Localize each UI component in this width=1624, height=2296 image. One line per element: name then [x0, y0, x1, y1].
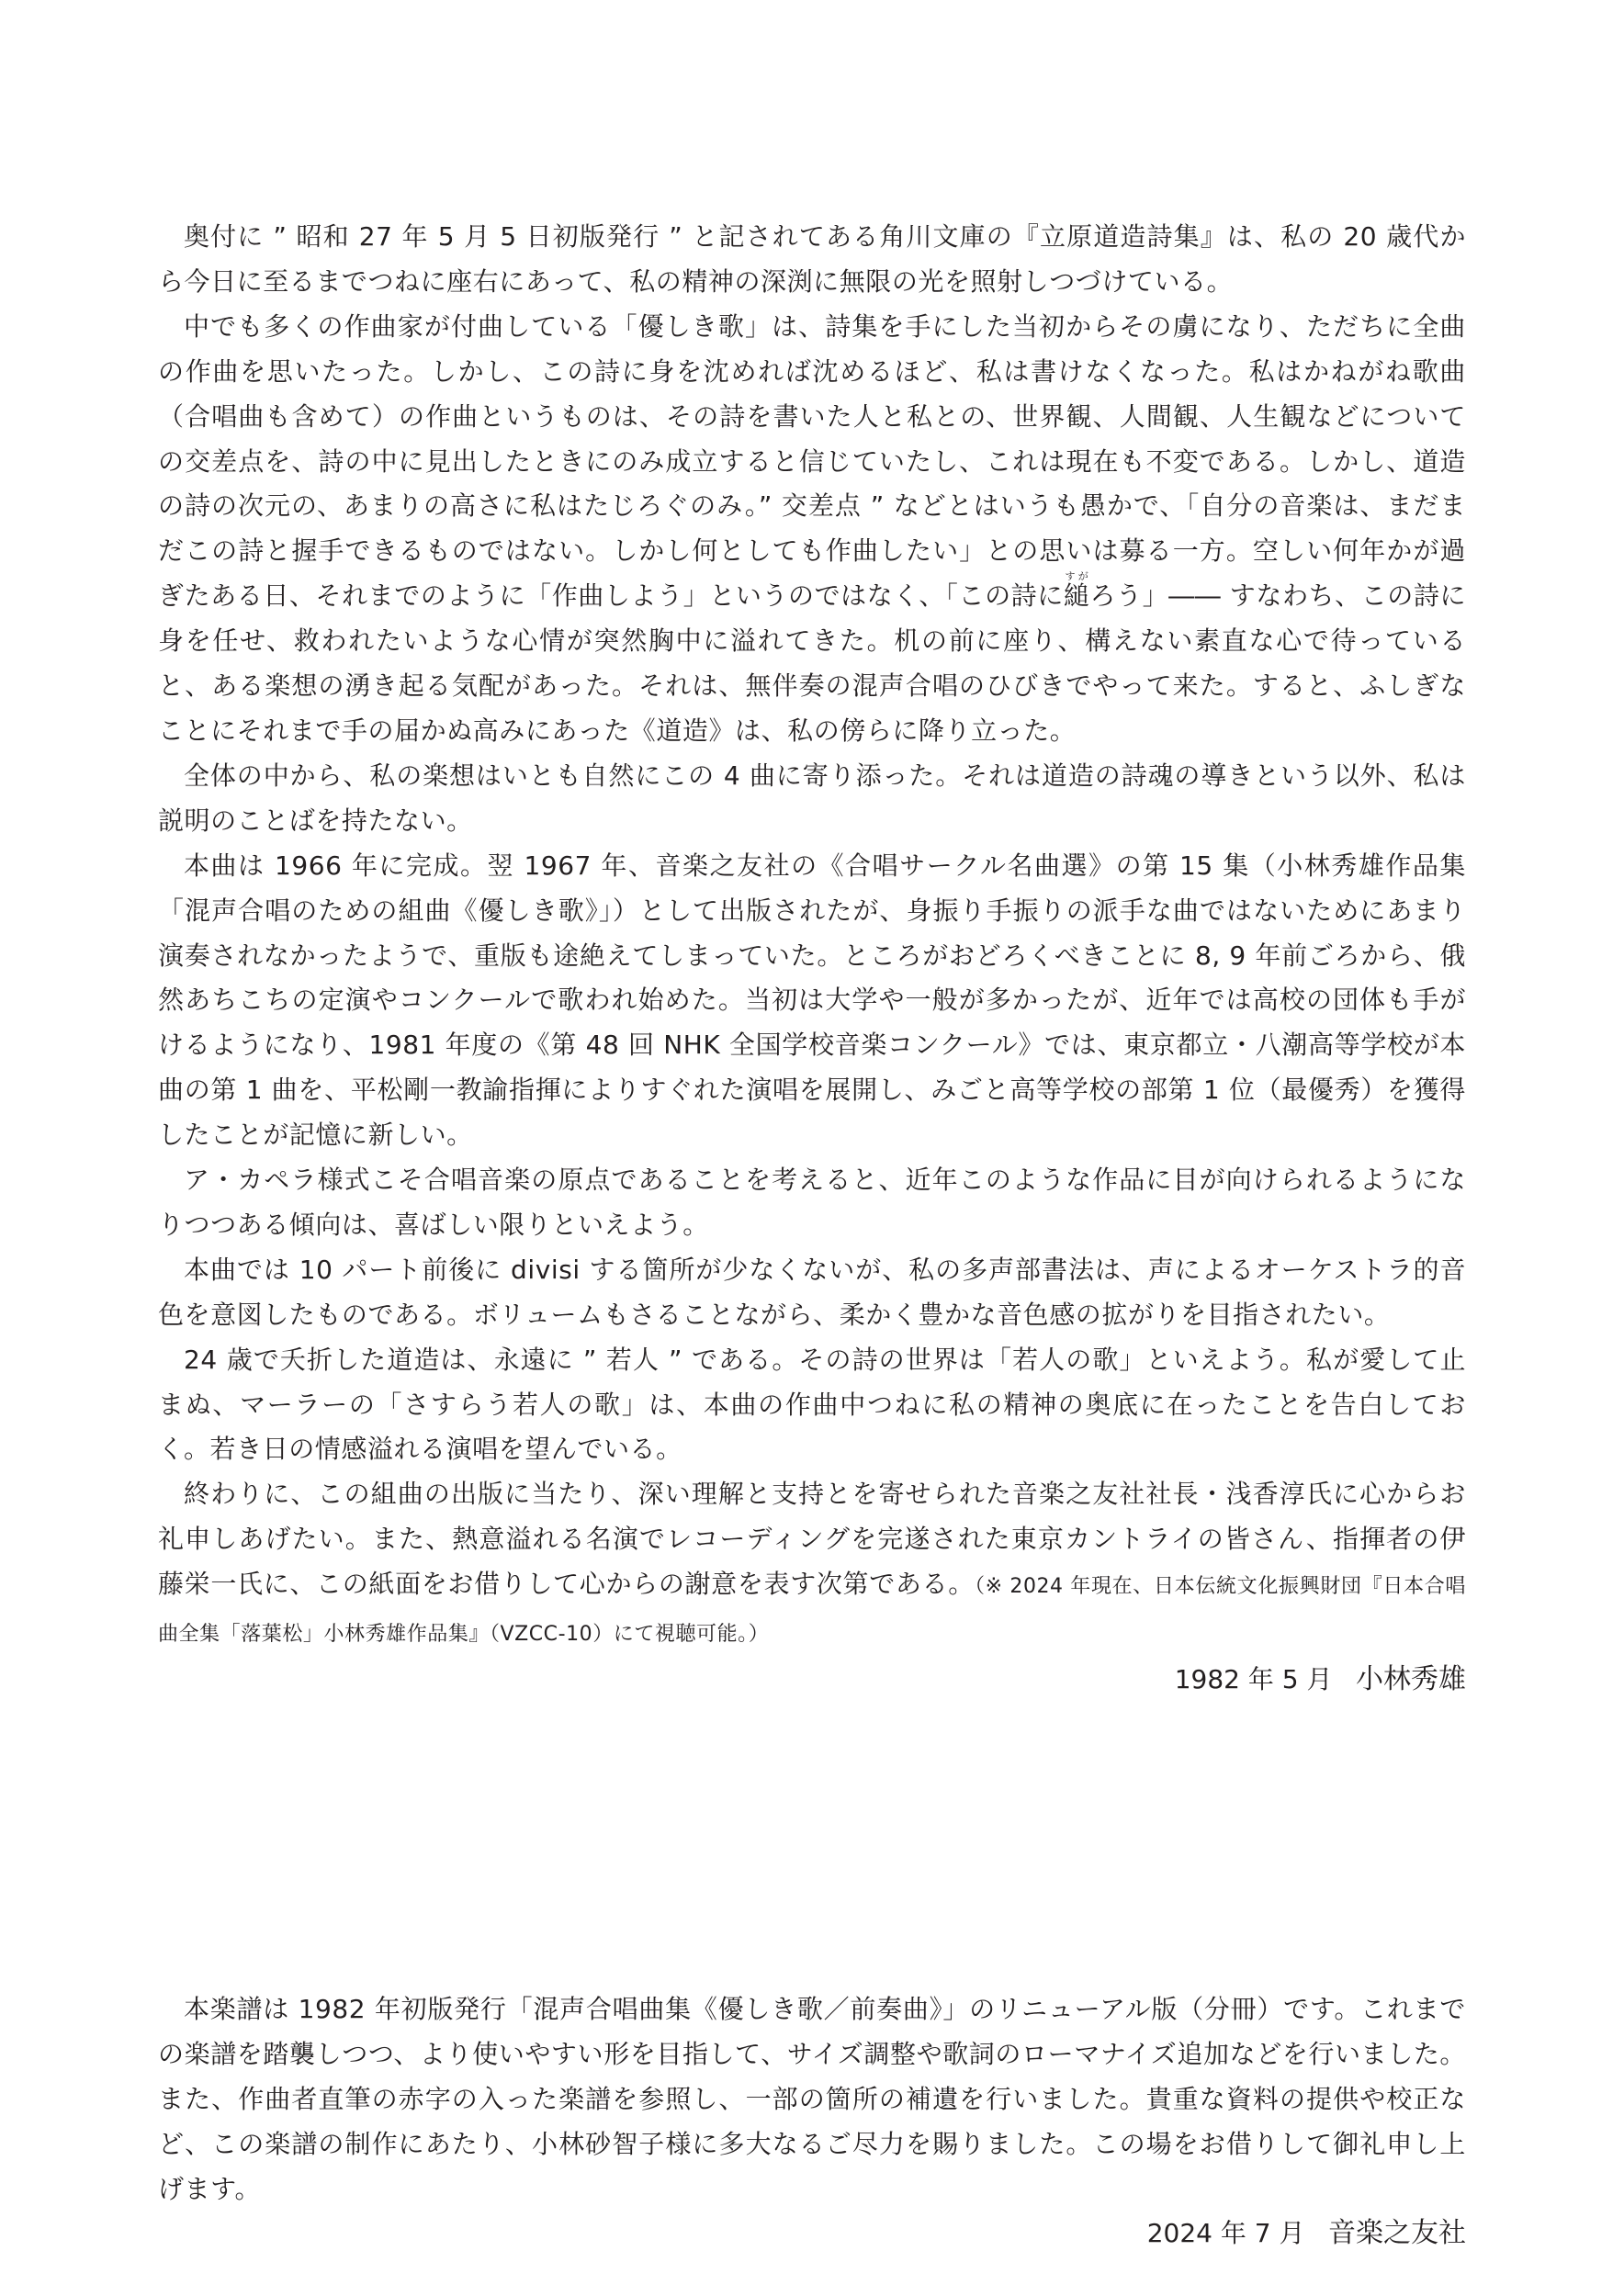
- essay-paragraph-1: 奥付に ” 昭和 27 年 5 月 5 日初版発行 ” と記されてある角川文庫の『立原道造詩集』は、私の 20 歳代から今日に至るまでつねに座右にあって、私の精神の深渕に無限の光を照射しつづけている。: [158, 221, 1466, 297]
- essay-paragraph-3: 全体の中から、私の楽想はいとも自然にこの 4 曲に寄り添った。それは道造の詩魂の導きという以外、私は説明のことばを持たない。: [158, 760, 1466, 836]
- recording-availability-note: （※ 2024 年現在、日本伝統文化振興財団『日本合唱曲全集「落葉松」小林秀雄作品集』（VZCC-10）にて視聴可能。）: [158, 1575, 1466, 1647]
- essay-paragraph-8-main: 終わりに、この組曲の出版に当たり、深い理解と支持とを寄せられた音楽之友社社長・浅香淳氏に心からお礼申しあげたい。また、熱意溢れる名演でレコーディングを完遂された東京カントライの皆さん、指揮者の伊藤栄一氏に、この紙面をお借りして心からの謝意を表す次第である。: [158, 1479, 1466, 1600]
- ruby-reading: すが: [1063, 570, 1090, 583]
- publisher-signature: [158, 2212, 1466, 2256]
- publisher-note: [158, 1986, 1466, 2256]
- publisher-signature-date: 2024 年 7 月: [1146, 2218, 1305, 2248]
- publisher-note-paragraph: 本楽譜は 1982 年初版発行「混声合唱曲集《優しき歌／前奏曲》」のリニューアル版（分冊）です。これまでの楽譜を踏襲しつつ、より使いやすい形を目指して、サイズ調整や歌詞のローマナイズ追加などを行いました。また、作曲者直筆の赤字の入った楽譜を参照し、一部の箇所の補遺を行いました。貴重な資料の提供や校正など、この楽譜の制作にあたり、小林砂智子様に多大なるご尽力を賜りました。この場をお借りして御礼申し上げます。: [158, 1994, 1466, 2204]
- essay-signature-date: 1982 年 5 月: [1174, 1664, 1333, 1694]
- ruby-base: 縋: [1063, 580, 1090, 612]
- essay-paragraph-8: [158, 1472, 1466, 1658]
- essay-paragraph-6: 本曲では 10 パート前後に divisi する箇所が少なくないが、私の多声部書法は、声によるオーケストラ的音色を意図したものである。ボリュームもさることながら、柔かく豊かな音色感の拡がりを目指されたい。: [158, 1254, 1466, 1330]
- essay-signature: [158, 1658, 1466, 1702]
- essay-paragraph-2: [158, 305, 1466, 754]
- essay-paragraph-7: 24 歳で夭折した道造は、永遠に ” 若人 ” である。その詩の世界は「若人の歌」といえよう。私が愛して止まぬ、マーラーの「さすらう若人の歌」は、本曲の作曲中つねに私の精神の奥底に在ったことを告白しておく。若き日の情感溢れる演唱を望んでいる。: [158, 1344, 1466, 1465]
- essay-paragraph-4: 本曲は 1966 年に完成。翌 1967 年、音楽之友社の《合唱サークル名曲選》の第 15 集（小林秀雄作品集「混声合唱のための組曲《優しき歌》」）として出版されたが、身振り手振りの派手な曲ではないためにあまり演奏されなかったようで、重版も途絶えてしまっていた。ところがおどろくべきことに 8, 9 年前ごろから、俄然あちこちの定演やコンクールで歌われ始めた。当初は大学や一般が多かったが、近年では高校の団体も手がけるようになり、1981 年度の《第 48 回 NHK 全国学校音楽コンクール》では、東京都立・八潮高等学校が本曲の第 1 曲を、平松剛一教諭指揮によりすぐれた演唱を展開し、みごと高等学校の部第 1 位（最優秀）を獲得したことが記憶に新しい。: [158, 850, 1466, 1151]
- composer-essay: [158, 215, 1466, 1702]
- publisher-signature-name: 音楽之友社: [1328, 2217, 1466, 2249]
- ruby-annotated-kanji: [1063, 570, 1090, 612]
- essay-paragraph-5: ア・カペラ様式こそ合唱音楽の原点であることを考えると、近年このような作品に目が向けられるようになりつつある傾向は、喜ばしい限りといえよう。: [158, 1165, 1466, 1240]
- essay-paragraph-2-before-ruby: 中でも多くの作曲家が付曲している「優しき歌」は、詩集を手にした当初からその虜になり、ただちに全曲の作曲を思いたった。しかし、この詩に身を沈めれば沈めるほど、私は書けなくなった。私はかねがね歌曲（合唱曲も含めて）の作曲というものは、その詩を書いた人と私との、世界観、人間観、人生観などについての交差点を、詩の中に見出したときにのみ成立すると信じていたし、これは現在も不変である。しかし、道造の詩の次元の、あまりの高さに私はたじろぐのみ。” 交差点 ” などとはいうも愚かで、「自分の音楽は、まだまだこの詩と握手できるものではない。しかし何としても作曲したい」との思いは募る一方。空しい何年かが過ぎたある日、それまでのように「作曲しよう」というのではなく、「この詩に: [158, 310, 1466, 612]
- essay-paragraph-2-after-ruby: ろう」―― すなわち、この詩に身を任せ、救われたいような心情が突然胸中に溢れてきた。机の前に座り、構えない素直な心で待っていると、ある楽想の湧き起る気配があった。それは、無伴奏の混声合唱のひびきでやって来た。すると、ふしぎなことにそれまで手の届かぬ高みにあった《道造》は、私の傍らに降り立った。: [158, 580, 1467, 746]
- essay-signature-name: 小林秀雄: [1356, 1663, 1466, 1695]
